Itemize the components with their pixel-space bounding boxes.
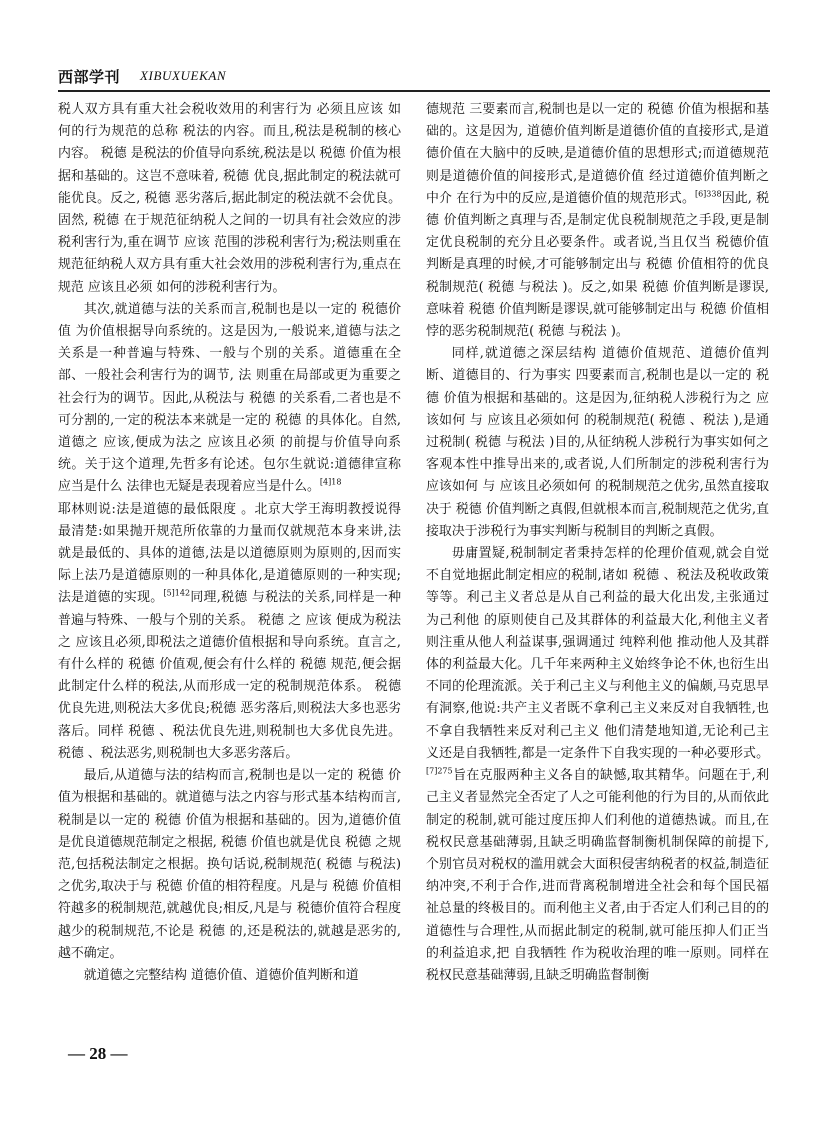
citation-ref: [5]142 [163,589,191,599]
header-rule [58,90,770,92]
paragraph: 毋庸置疑,税制制定者秉持怎样的伦理价值观,就会自觉不自觉地据此制定相应的税制,诸如 税德 、税法及税收政策等等。利己主义者总是从自己利益的最大化出发,主张通过 为己利他 的原则使自己及其群体的利益最大化,利他主义者则注重从他人利益谋事,强调通过 纯粹利他 推动他人及其群体的利益最大化。几千年来两种主义始终争论不休,也衍生出不同的伦理流派。关于利己主义与利他主义的偏颇,马克思早有洞察,他说:共产主义者既不拿利己主义来反对自我牺牲,也不拿自我牺牲来反对利己主义 他们清楚地知道,无论利己主义还是自我牺牲,都是一定条件下自我实现的一种必要形式。$^{[7]275}$旨在克服两种主义各自的缺憾,取其精华。问题在于,利己主义者显然完全否定了人之可能利他的行为目的,从而依此制定的税制,就可能过度压抑人们利他的道德热诚。而且,在税权民意基础薄弱,且缺乏明确监督制衡机制保障的前提下,个别官员对税权的滥用就会大面积侵害纳税者的权益,制造征纳冲突,不利于合作,进而背离税制增进全社会和每个国民福祉总量的终极目的。而利他主义者,由于否定人们利己目的的道德性与合理性,从而据此制定的税制,就可能压抑人们正当的利益追求,把 自我牺牲 作为税收治理的唯一原则。同样在税权民意基础薄弱,且缺乏明确监督制衡 [426,546,769,983]
paragraph: 德规范 三要素而言,税制也是以一定的 税德 价值为根据和基础的。这是因为, 道德价值判断是道德价值的直接形式,是道德价值在大脑中的反映,是道德价值的思想形式;而道德规范则是道德价值的间接形式,是道德价值 经过道德价值判断之中介 在行为中的反应,是道德价值的规范形式。$^{[6]338}$因此, 税德 价值判断之真理与否,是制定优良税制规范之手段,更是制定优良税制的充分且必要条件。或者说,当且仅当 税德价值判断是真理的时候,才可能够制定出与 税德 价值相符的优良税制规范( 税德 与税法 )。反之,如果 税德 价值判断是谬误,意味着 税德 价值判断是谬误,就可能够制定出与 税德 价值相悖的恶劣税制规范( 税德 与税法 )。 [426,102,769,340]
paragraph: 耶林则说:法是道德的最低限度 。北京大学王海明教授说得最清楚:如果抛开规范所依靠的力量而仅就规范本身来讲,法就是最低的、具体的道德,法是以道德原则为原则的,因而实际上法乃是道德原则的一种具体化,是道德原则的一种实现;法是道德的实现。$^{[5]142}$同理,税德 与税法的关系,同样是一种普遍与特殊、一般与个别的关系。 税德 之 应该 便成为税法之 应该且必须,即税法之道德价值根据和导向系统。直言之,有什么样的 税德 价值观,便会有什么样的 税德 规范,便会据此制定什么样的税法,从而形成一定的税制规范体系。 税德 优良先进,则税法大多优良;税德 恶劣落后,则税法大多也恶劣落后。同样 税德 、税法优良先进,则税制也大多优良先进。 税德 、税法恶劣,则税制也大多恶劣落后。 [58,501,401,761]
paragraph: 税人双方具有重大社会税收效用的利害行为 必须且应该 如何的行为规范的总称 税法的内容。而且,税法是税制的核心内容。 税德 是税法的价值导向系统,税法是以 税德 价值为根据和基础的。这岂不意味着, 税德 优良,据此制定的税法就可能优良。反之, 税德 恶劣落后,据此制定的税法就不会优良。固然, 税德 在于规范征纳税人之间的一切具有社会效应的涉税利害行为,重在调节 应该 范围的涉税利害行为;税法则重在规范征纳税人双方具有重大社会效用的涉税利害行为,重点在规范 应该且必须 如何的涉税利害行为。 [58,102,401,295]
page-number: — 28 — [68,1044,128,1063]
journal-title-latin: XIBUXUEKAN [140,68,227,83]
paragraph: 最后,从道德与法的结构而言,税制也是以一定的 税德 价值为根据和基础的。就道德与法之内容与形式基本结构而言,税制是以一定的 税德 价值为根据和基础的。因为,道德价值是优良道德规范制定之根据, 税德 价值也就是优良 税德 之规范,包括税法制定之根据。换句话说,税制规范( 税德 与税法)之优劣,取决于与 税德 价值的相符程度。凡是与 税德 价值相符越多的税制规范,就越优良;相反,凡是与 税德价值符合程度越少的税制规范,不论是 税德 的,还是税法的,就越是恶劣的,越不确定。 [58,768,401,961]
citation-ref: [4]18 [319,478,342,488]
paragraph: 同样,就道德之深层结构 道德价值规范、道德价值判断、道德目的、行为事实 四要素而言,税制也是以一定的 税德 价值为根据和基础的。这是因为,征纳税人涉税行为之 应该如何 与 应该且必须如何 的税制规范( 税德 、税法 ),是通过税制( 税德 与税法 )目的,从征纳税人涉税行为事实如何之客观本性中推导出来的,或者说,人们所制定的涉税利害行为 应该如何 与 应该且必须如何 的税制规范之优劣,虽然直接取决于 税德 价值判断之真假,但就根本而言,税制规范之优劣,直接取决于涉税行为事实判断与税制目的判断之真假。 [426,346,769,539]
running-header [58,64,770,90]
citation-ref: [6]338 [694,189,722,199]
journal-title: 西部学刊 [58,68,121,86]
right-column [426,99,769,1034]
citation-ref: [7]275 [426,766,453,776]
left-column [58,99,401,1034]
paragraph: 其次,就道德与法的关系而言,税制也是以一定的 税德价值 为价值根据导向系统的。这是因为,一般说来,道德与法之关系是一种普遍与特殊、一般与个别的关系。道德重在全部、一般社会利害行为的调节, 法 则重在局部或更为重要之社会行为的调节。因此,从税法与 税德 的关系看,二者也是不可分割的,一定的税法本来就是一定的 税德 的具体化。自然,道德之 应该,便成为法之 应该且必须 的前提与价值导向系统。关于这个道理,先哲多有论述。包尔生就说:道德律宣称应当是什么 法律也无疑是表现着应当是什么。$^{[4]18}$ [58,301,401,495]
paragraph: 就道德之完整结构 道德价值、道德价值判断和道 [83,967,359,983]
